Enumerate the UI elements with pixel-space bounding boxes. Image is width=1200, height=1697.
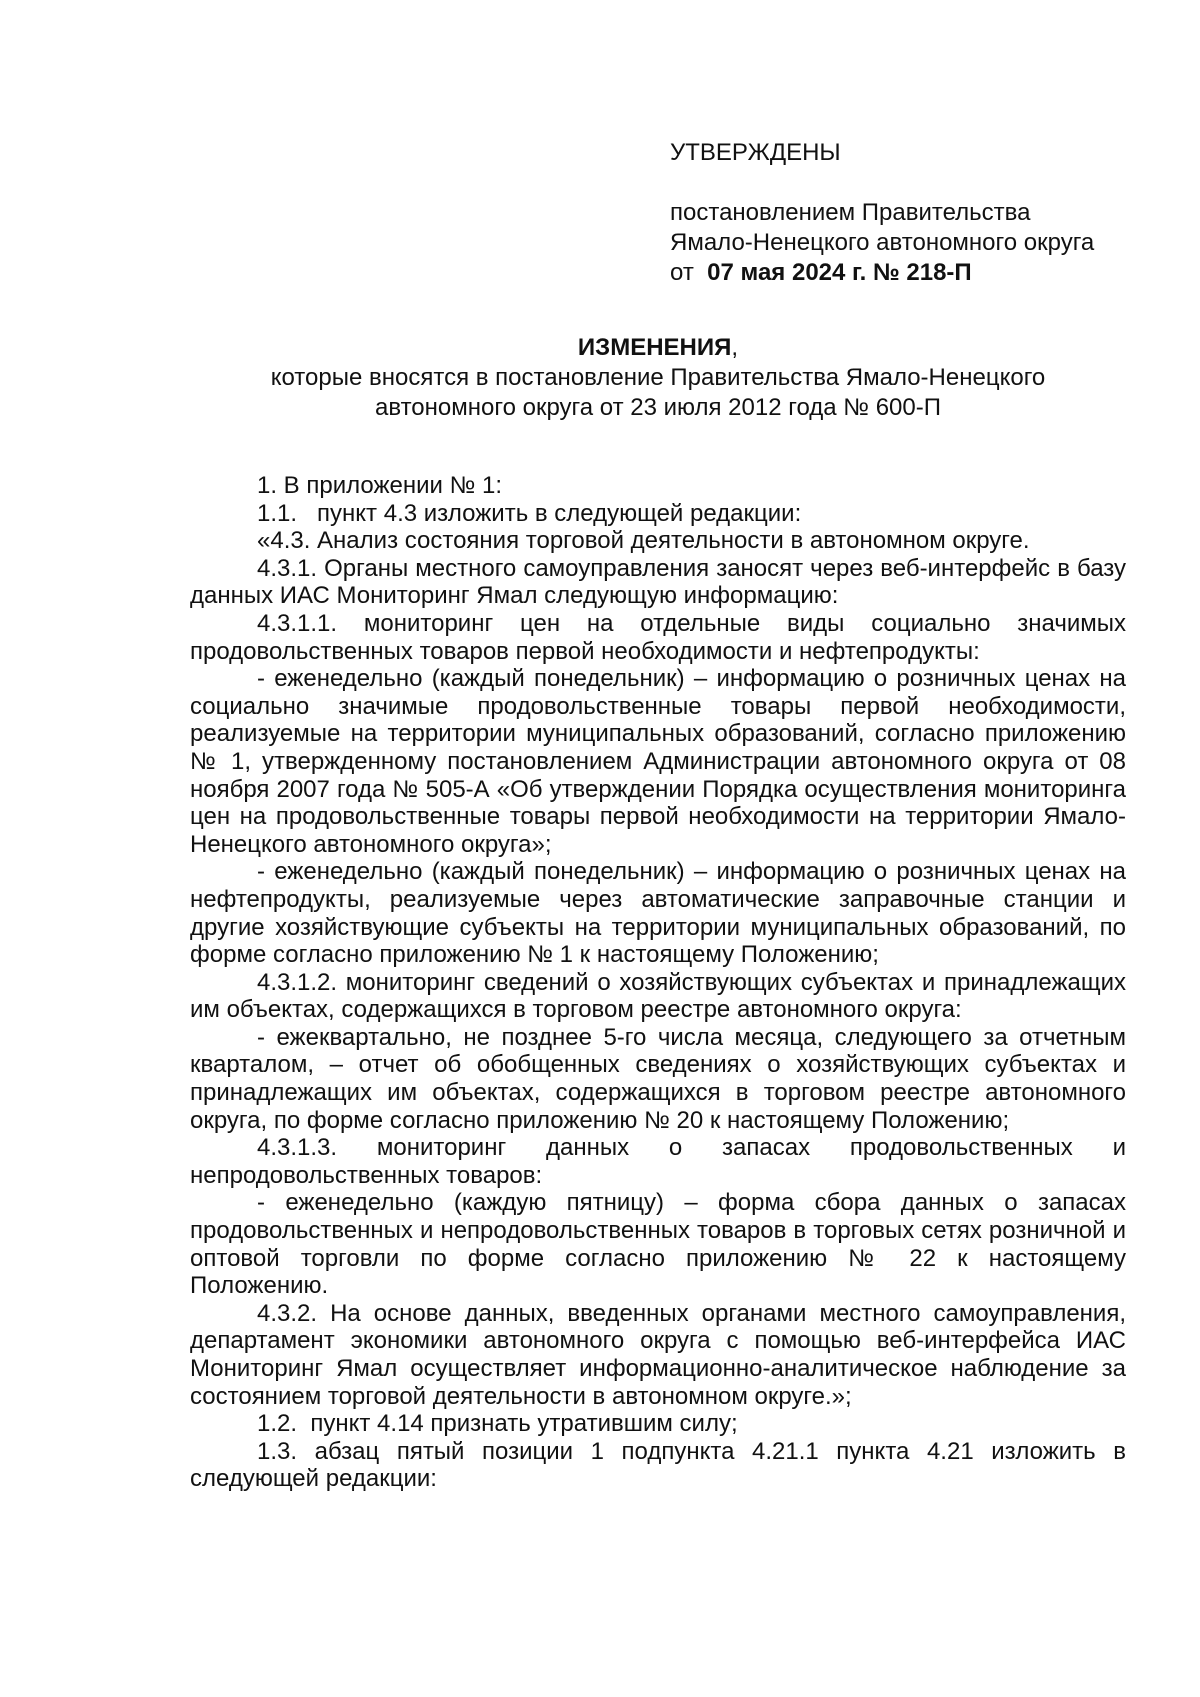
paragraph: - еженедельно (каждую пятницу) – форма сбора данных о запасах продовольственных и непродовольственных товаров в торговых сетях розничной и оптовой торговли по форме согласно приложению № 22 к настоящему Положению. — [190, 1189, 1126, 1300]
paragraph: 1.3. абзац пятый позиции 1 подпункта 4.21.1 пункта 4.21 изложить в следующей редакции: — [190, 1437, 1126, 1493]
paragraph: 1.1. пункт 4.3 изложить в следующей редакции: — [257, 499, 802, 527]
document-body — [190, 472, 1126, 1493]
approval-line-1: постановлением Правительства — [670, 199, 1031, 226]
title-subline-1: которые вносятся в постановление Правительства Ямало-Ненецкого — [270, 364, 1046, 391]
paragraph: 1.2. пункт 4.14 признать утратившим силу; — [257, 1410, 738, 1438]
paragraph: 4.3.1.2. мониторинг сведений о хозяйствующих субъектах и принадлежащих им объектах, содержащихся в торговом реестре автономного округа: — [190, 968, 1126, 1024]
paragraph: 4.3.1.3. мониторинг данных о запасах продовольственных и непродовольственных товаров: — [190, 1134, 1126, 1189]
title-punctuation: , — [731, 334, 739, 361]
approved-label: УТВЕРЖДЕНЫ — [670, 139, 841, 166]
approval-date-line — [670, 258, 1150, 288]
paragraph: 4.3.1.1. мониторинг цен на отдельные виды социально значимых продовольственных товаров первой необходимости и нефтепродукты: — [190, 609, 1126, 665]
paragraph: 1. В приложении № 1: — [257, 472, 503, 499]
paragraph: 4.3.2. На основе данных, введенных органами местного самоуправления, департамент экономики автономного округа с помощью веб-интерфейса ИАС Мониторинг Ямал осуществляет информационно-аналитическое наблюдение за состоянием торговой деятельности в автономном округе.»; — [190, 1299, 1126, 1410]
paragraph: - еженедельно (каждый понедельник) – информацию о розничных ценах на социально значимые продовольственные товары первой необходимости, реализуемые на территории муниципальных образований, согласно приложению № 1, утвержденному постановлением Администрации автономного округа от 08 ноября 2007 года № 505-А «Об утверждении Порядка осуществления мониторинга цен на продовольственные товары первой необходимости на территории Ямало-Ненецкого автономного округа»; — [190, 665, 1126, 858]
document-title-block — [190, 333, 1126, 423]
document-title — [190, 333, 1126, 363]
title-heading: ИЗМЕНЕНИЯ — [577, 334, 732, 361]
from-label: от — [670, 259, 694, 286]
paragraph: - ежеквартально, не позднее 5-го числа месяца, следующего за отчетным кварталом, – отчет об обобщенных сведениях о хозяйствующих субъектах и принадлежащих им объектах, содержащихся в торговом реестре автономного округа, по форме согласно приложению № 20 к настоящему Положению; — [190, 1023, 1126, 1134]
approval-line-2: Ямало-Ненецкого автономного округа — [670, 229, 1095, 256]
approval-stamp — [670, 138, 1150, 288]
paragraph: 4.3.1. Органы местного самоуправления заносят через веб-интерфейс в базу данных ИАС Мониторинг Ямал следующую информацию: — [190, 554, 1126, 610]
paragraph: «4.3. Анализ состояния торговой деятельности в автономном округе. — [257, 527, 1030, 555]
approval-date-number: 07 мая 2024 г. № 218-П — [707, 259, 972, 286]
title-subline-2: автономного округа от 23 июля 2012 года № 600-П — [375, 394, 941, 421]
paragraph: - еженедельно (каждый понедельник) – информацию о розничных ценах на нефтепродукты, реализуемые через автоматические заправочные станции и другие хозяйствующие субъекты на территории муниципальных образований, по форме согласно приложению № 1 к настоящему Положению; — [190, 858, 1126, 969]
